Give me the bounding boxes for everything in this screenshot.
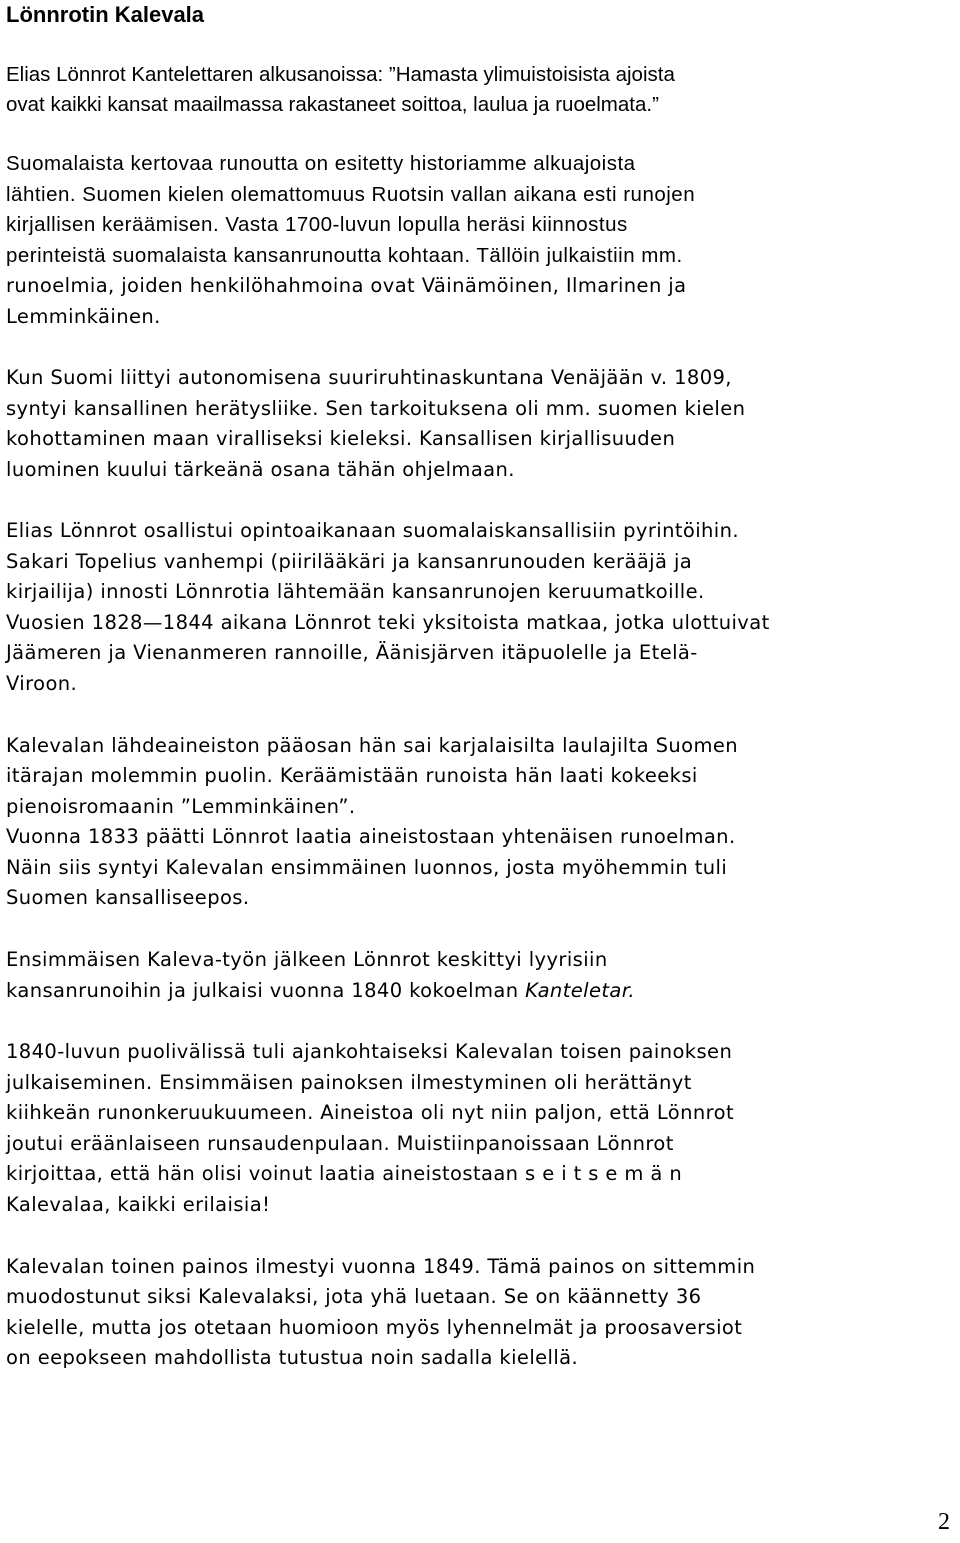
- text-segment: kansanrunoihin ja julkaisi vuonna 1840 kokoelman: [6, 979, 526, 1002]
- text-line: itärajan molemmin puolin. Keräämistään runoista hän laati kokeeksi: [6, 764, 698, 787]
- text-line: kielelle, mutta jos otetaan huomioon myös lyhennelmät ja proosaversiot: [6, 1316, 743, 1339]
- text-line: pienoisromaanin ”Lemminkäinen”.: [6, 795, 356, 818]
- text-line: lähtien. Suomen kielen olemattomuus Ruotsin vallan aikana esti runojen: [6, 183, 696, 206]
- italic-title: Kanteletar.: [525, 979, 635, 1002]
- text-line: Jäämeren ja Vienanmeren rannoille, Äänisjärven itäpuolelle ja Etelä-: [6, 641, 698, 664]
- text-line: Vuosien 1828—1844 aikana Lönnrot teki yksitoista matkaa, jotka ulottuivat: [6, 611, 770, 634]
- text-line: Lemminkäinen.: [6, 305, 161, 328]
- text-line: Kalevalan toinen painos ilmestyi vuonna 1849. Tämä painos on sittemmin: [6, 1255, 756, 1278]
- text-line: kohottaminen maan viralliseksi kieleksi. Kansallisen kirjallisuuden: [6, 427, 676, 450]
- text-line: Kalevalan lähdeaineiston pääosan hän sai karjalaisilta laulajilta Suomen: [6, 734, 739, 757]
- text-line: 1840-luvun puolivälissä tuli ajankohtaiseksi Kalevalan toisen painoksen: [6, 1040, 733, 1063]
- text-line: kirjallisen keräämisen. Vasta 1700-luvun lopulla heräsi kiinnostus: [6, 213, 628, 236]
- text-line: Suomen kansalliseepos.: [6, 886, 250, 909]
- text-line: Näin siis syntyi Kalevalan ensimmäinen luonnos, josta myöhemmin tuli: [6, 856, 728, 879]
- text-line: kirjoittaa, että hän olisi voinut laatia aineistostaan s e i t s e m ä n: [6, 1162, 683, 1185]
- text-line: luominen kuului tärkeänä osana tähän ohjelmaan.: [6, 458, 515, 481]
- text-line: kirjailija) innosti Lönnrotia lähtemään kansanrunojen keruumatkoille.: [6, 580, 705, 603]
- text-line: muodostunut siksi Kalevalaksi, jota yhä luetaan. Se on käännetty 36: [6, 1285, 702, 1308]
- text-line: kiihkeän runonkeruukuumeen. Aineistoa oli nyt niin paljon, että Lönnrot: [6, 1101, 734, 1124]
- text-line: julkaiseminen. Ensimmäisen painoksen ilmestyminen oli herättänyt: [6, 1071, 692, 1094]
- text-line: [6, 976, 635, 1006]
- text-line: runoelmia, joiden henkilöhahmoina ovat Väinämöinen, Ilmarinen ja: [6, 274, 687, 297]
- document-title: Lönnrotin Kalevala: [6, 2, 205, 27]
- text-line: on eepokseen mahdollista tutustua noin sadalla kielellä.: [6, 1346, 579, 1369]
- text-line: joutui eräänlaiseen runsaudenpulaan. Muistiinpanoissaan Lönnrot: [6, 1132, 674, 1155]
- text-line: ovat kaikki kansat maailmassa rakastaneet soittoa, laulua ja ruoelmata.”: [6, 93, 659, 116]
- text-line: Ensimmäisen Kaleva-työn jälkeen Lönnrot keskittyi lyyrisiin: [6, 948, 608, 971]
- text-line: Elias Lönnrot Kantelettaren alkusanoissa: ”Hamasta ylimuistoisista ajoista: [6, 63, 675, 86]
- text-line: Viroon.: [6, 672, 78, 695]
- text-line: Suomalaista kertovaa runoutta on esitetty historiamme alkuajoista: [6, 152, 636, 175]
- text-line: perinteistä suomalaista kansanrunoutta kohtaan. Tällöin julkaistiin mm.: [6, 244, 683, 267]
- text-line: syntyi kansallinen herätysliike. Sen tarkoituksena oli mm. suomen kielen: [6, 397, 746, 420]
- text-line: Kalevalaa, kaikki erilaisia!: [6, 1193, 271, 1216]
- page-number: 2: [938, 1509, 950, 1535]
- text-line: Kun Suomi liittyi autonomisena suuriruhtinaskuntana Venäjään v. 1809,: [6, 366, 732, 389]
- text-line: Vuonna 1833 päätti Lönnrot laatia aineistostaan yhtenäisen runoelman.: [6, 825, 736, 848]
- text-line: Elias Lönnrot osallistui opintoaikanaan suomalaiskansallisiin pyrintöihin.: [6, 519, 739, 542]
- text-line: Sakari Topelius vanhempi (piirilääkäri ja kansanrunouden kerääjä ja: [6, 550, 693, 573]
